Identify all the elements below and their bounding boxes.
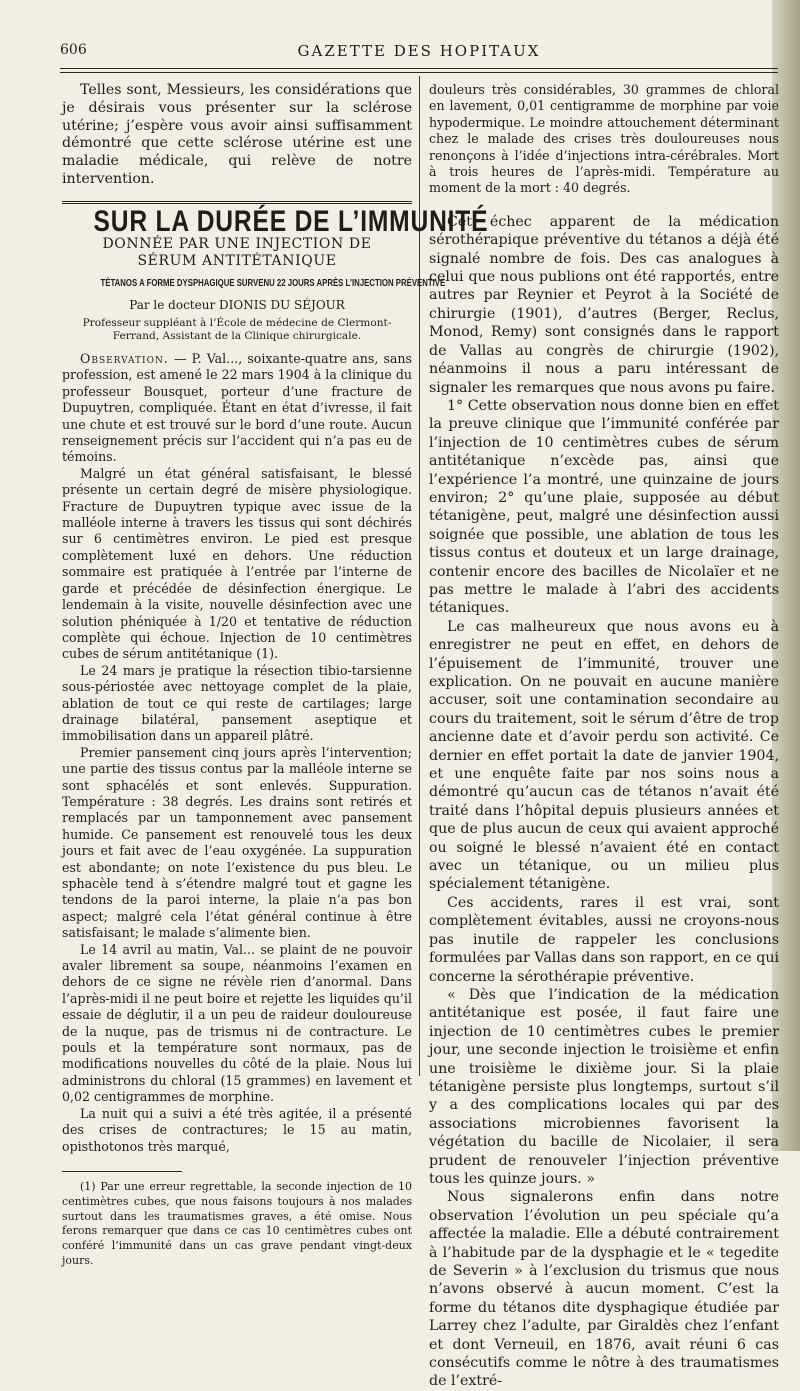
body-paragraph: Le 24 mars je pratique la résection tibio-tarsienne sous-périostée avec nettoyage complet de la plaie, ablation de tout ce qui reste de cartilages; large drainage bilatéral, pansement aseptique et immobilisation dans un appareil plâtré. [62,662,412,744]
paragraph-gap [429,197,779,213]
page-number: 606 [60,42,87,58]
body-paragraph: Le cas malheureux que nous avons eu à enregistrer ne peut en effet, en dehors de l’épuisement de l’immunité, trouver une explication. On ne pouvait en aucune manière accuser, soit une contamination secondaire au cours du traitement, soit le sérum d’être de trop ancienne date et d’avoir perdu son activité. Ce dernier en effet portait la date de janvier 1904, et une enquête faite par nos soins nous a démontré qu’aucun cas de tétanos n’avait été traité dans l’hôpital depuis plusieurs années et que de plus aucun de ceux qui avaient approché ou soigné le blessé n’avaient été en contact avec un tétanique, ou un milieu plus spécialement tétanigène. [429,618,779,893]
header-rule-second [60,72,778,73]
body-paragraph: 1° Cette observation nous donne bien en effet la preuve clinique que l’immunité conférée par l’injection de 10 centimètres cubes de sérum antitétanique n’excède pas, ainsi que l’expérience l’a montré, une quinzaine de jours environ; 2° qu’une plaie, supposée au début tétanigène, peut, malgré une désinfection aussi soignée que possible, une ablation de tous les tissus contus et douteux et un large drainage, contenir encore des bacilles de Nicolaïer et ne pas mettre le malade à l’abri des accidents tétaniques. [429,397,779,617]
intro-paragraph: Telles sont, Messieurs, les considérations que je désirais vous présenter sur la sclérose utérine; j’espère vous avoir ainsi suffisamment démontré que cette sclérose utérine est une maladie médicale, qui relève de notre intervention. [62,82,412,187]
left-column [62,82,489,1269]
body-paragraph: Malgré un état général satisfaisant, le blessé présente un certain degré de misère physiologique. Fracture de Dupuytren typique avec issue de la malléole interne à travers les tissus qui sont déchirés sur 6 centimètres environ. Le pied est presque complètement luxé en dehors. Une réduction sommaire est pratiquée à l’entrée par l’interne de garde et précédée de désinfection énergique. Le lendemain à la visite, nouvelle désinfection avec une solution phéniquée à 1/20 et tentative de réduction complète qui échoue. Injection de 10 centimètres cubes de sérum antitétanique (1). [62,465,412,662]
article-byline: Par le docteur DIONIS DU SÉJOUR [129,297,345,312]
body-paragraph: Nous signalerons enfin dans notre observation l’évolution un peu spéciale qu’a affectée la maladie. Elle a débuté contrairement à l’habitude par de la dysphagie et le « tegedite de Severin » à l’exclusion du trismus que nous n’avons observé à aucun moment. C’est la forme du tétanos dite dysphagique étudiée par Larrey chez l’adulte, par Giraldès chez l’enfant et dont Verneuil, en 1876, avait réuni 6 cas consécutifs comme le nôtre à des traumatismes de l’extré- [429,1189,779,1390]
previous-article-ending [62,82,412,189]
body-paragraph [62,351,412,466]
header-rule [60,68,778,69]
footnote-rule [62,1171,182,1172]
footnote: (1) Par une erreur regrettable, la seconde injection de 10 centimètres cubes, que nous faisons toujours à nos malades surtout dans les traumatismes graves, a été omise. Nous ferons remarquer que dans ce cas 10 centimètres cubes ont conféré l’immunité dans un cas grave pendant vingt-deux jours. [62,1179,412,1267]
article-subtitle: DONNÉE PAR UNE INJECTION DE SÉRUM ANTITÉTANIQUE [102,236,372,270]
body-paragraph: Ces accidents, rares il est vrai, sont complètement évitables, aussi ne croyons-nous pas inutile de rappeler les conclusions formulées par Vallas dans son rapport, en ce qui concerne la sérothérapie préventive. [429,894,779,985]
article-title: SUR LA DURÉE DE L’IMMUNITÉ [93,204,489,238]
journal-title: GAZETTE DES HOPITAUX [297,42,541,60]
running-header [60,42,778,66]
body-paragraph: Le 14 avril au matin, Val... se plaint de ne pouvoir avaler librement sa soupe, néanmoins l’examen en dehors de ce signe ne révèle rien d’anormal. Dans l’après-midi il ne peut boire et rejette les liquides qu’il essaie de déglutir, il a un peu de raideur douloureuse de la nuque, pas de trismus ni de contracture. Le pouls et la température sont normaux, pas de modifications nouvelles du côté de la plaie. Nous lui administrons du chloral (15 grammes) en lavement et 0,02 centigrammes de morphine. [62,941,412,1105]
body-paragraph: « Dès que l’indication de la médication antitétanique est posée, il faut faire une injection de 10 centimètres cubes le premier jour, une seconde injection le troisième et enfin une troisième le dixième jour. Si la plaie tétanigène persiste plus longtemps, surtout s’il y a des complications locales qui par des associations microbiennes favorisent la végétation du bacille de Nicolaier, il sera prudent de renouveler l’injection préventive tous les quinze jours. » [429,986,779,1187]
body-paragraph: Premier pansement cinq jours après l’intervention; une partie des tissus contus par la malléole interne se sont sphacélés et sont enlevés. Suppuration. Température : 38 degrés. Les drains sont retirés et remplacés par un tamponnement avec pansement humide. Ce pansement est renouvelé tous les deux jours et fait avec de l’eau oxygénée. La suppuration est abondante; on note l’existence du pus bleu. Le sphacèle tend à s’étendre malgré tout et gagne les tendons de la paroi interne, la plaie n’a pas bon aspect; malgré cela l’état général continue à être satisfaisant; le malade s’alimente bien. [62,744,412,941]
author-affiliation: Professeur suppléant à l’École de médecine de Clermont-Ferrand, Assistant de la Clinique chirurgicale. [82,317,392,342]
body-paragraph: La nuit qui a suivi a été très agitée, il a présenté des crises de contractures; le 15 au matin, opisthotonos très marqué, [62,1105,412,1154]
body-paragraph: Cet échec apparent de la médication sérothérapique préventive du tétanos a déjà été signalé nombre de fois. Des cas analogues à celui que nous publions ont été rapportés, entre autres par Reynier et Peyrot à la Société de chirurgie (1901), d’autres (Berger, Reclus, Monod, Remy) sont consignés dans le rapport de Vallas au congrès de chirurgie (1902), néanmoins il nous a paru intéressant de signaler les remarques que nous avons pu faire. [429,213,779,396]
continued-paragraph: douleurs très considérables, 30 grammes de chloral en lavement, 0,01 centigramme de morphine par voie hypodermique. Le moindre attouchement déterminant chez le malade des crises très douloureuses nous renonçons à l’idée d’injections intra-cérébrales. Mort à trois heures de l’après-midi. Température au moment de la mort : 40 degrés. [429,82,779,196]
observation-label: Observation. [80,351,169,366]
observation-text: — P. Val..., soixante-quatre ans, sans profession, est amené le 22 mars 1904 à la clinique du professeur Bousquet, porteur d’une fracture de Dupuytren, compliquée. Étant en état d’ivresse, il fait une chute et est trouvé sur le bord d’une route. Aucun renseignement précis sur l’accident qui n’a pas eu de témoins. [62,351,412,465]
article-subheading: TÉTANOS A FORME DYSPHAGIQUE SURVENU 22 JOURS APRÈS L’INJECTION PRÉVENTIVE [100,278,446,290]
right-column [429,82,779,1391]
article-separator [62,201,412,204]
